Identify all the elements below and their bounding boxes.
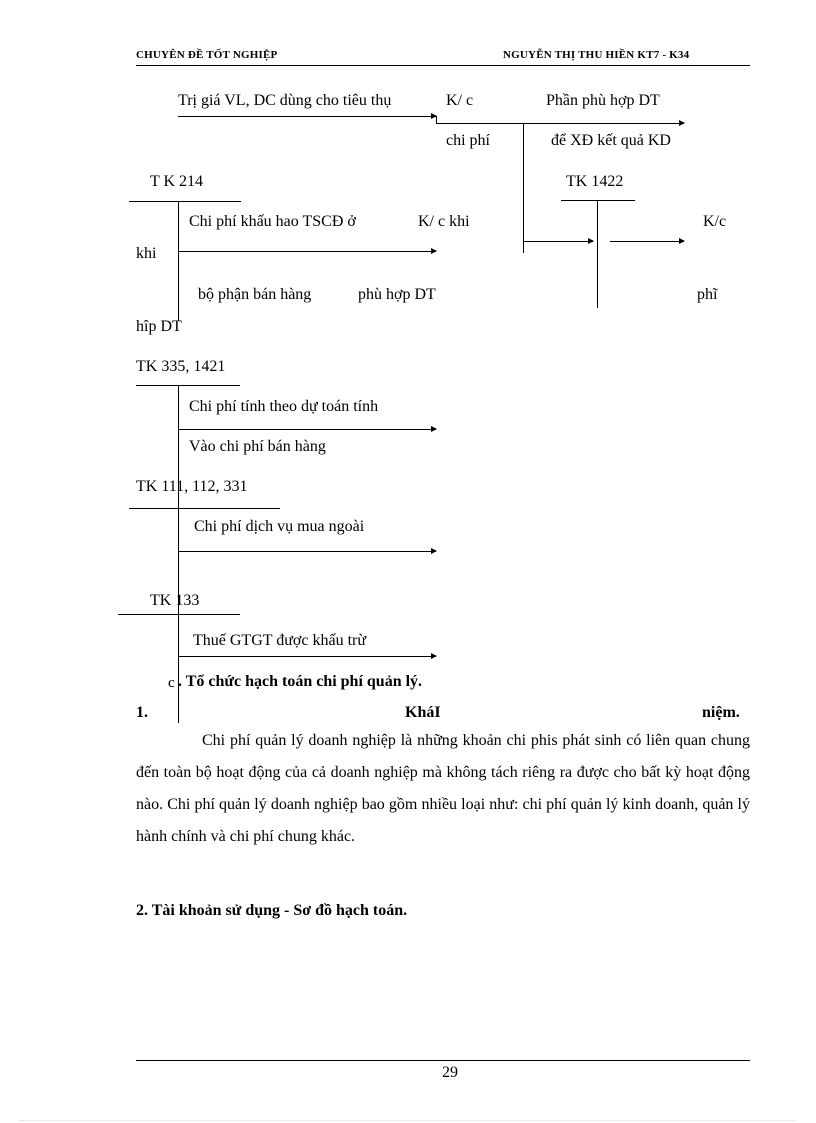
account-vertical-tk214 [178, 201, 179, 321]
arrow-outsourced [178, 551, 436, 552]
account-tk1422: TK 1422 [566, 173, 624, 190]
account-tk111: TK 111, 112, 331 [136, 478, 248, 495]
diagram-text-depreciation: Chi phí khấu hao TSCĐ ở [189, 213, 356, 230]
arrow-estimate [178, 429, 436, 430]
concept-paragraph: Chi phí quản lý doanh nghiệp là những khoản chi phis phát sinh có liên quan chung đến toàn bộ hoạt động của cả doanh nghiệp mà không tách riêng ra được cho bất kỳ hoạt động nào. Chi phí quản lý doanh nghiệp bao gồm nhiều loại như: chi phí quản lý kinh doanh, quản lý hành chính và chi phí chung khác. [136, 732, 750, 845]
header-left: CHUYÊN ĐỀ TỐT NGHIỆP [136, 49, 278, 61]
heading-1-number: 1. [136, 704, 148, 721]
account-rule-tk1422 [561, 200, 635, 201]
diagram-text-cost: chi phí [446, 132, 490, 149]
heading-1-word2: niệm. [702, 704, 740, 721]
arrow-from-tk1422 [610, 241, 684, 242]
header-right: NGUYỄN THỊ THU HIỀN KT7 - K34 [503, 49, 690, 61]
connector-step [436, 116, 437, 124]
diagram-text-hop-dt: hîp DT [136, 318, 182, 335]
footer-rule [136, 1060, 750, 1061]
diagram-text-match-revenue: phù hợp DT [358, 286, 436, 303]
account-rule-tk214 [129, 201, 241, 202]
account-vertical-tk1422 [597, 200, 598, 308]
page-number: 29 [442, 1064, 458, 1081]
arrow-depreciation [178, 251, 436, 252]
diagram-text-kc-when: K/ c khi [418, 213, 470, 230]
account-rule-tk335 [136, 385, 240, 386]
diagram-vertical-kc [523, 123, 524, 253]
section-c-title: . Tổ chức hạch toán chi phí quản lý. [178, 673, 423, 690]
diagram-text-revenue-share: Phần phù hợp DT [546, 92, 660, 109]
diagram-text-vat: Thuế GTGT được khấu trừ [193, 632, 367, 649]
diagram-text-sales-dept: bộ phận bán hàng [198, 286, 312, 303]
account-tk335: TK 335, 1421 [136, 358, 226, 375]
diagram-text-outsourced: Chi phí dịch vụ mua ngoài [194, 518, 365, 535]
diagram-text-phi: phĩ [697, 286, 718, 303]
arrow-materials [178, 116, 436, 117]
section-c-prefix: c [168, 675, 175, 691]
account-rule-tk111 [129, 508, 280, 509]
diagram-text-when: khi [136, 245, 157, 262]
arrow-vat [178, 656, 436, 657]
diagram-text-kc: K/ c [446, 92, 474, 109]
heading-2: 2. Tài khoản sử dụng - Sơ đồ hạch toán. [136, 902, 408, 919]
diagram-text-result: để XĐ kết quả KD [551, 132, 671, 149]
page-bottom-divider [20, 1120, 796, 1121]
diagram-text-into-sales-cost: Vào chi phí bán hàng [189, 438, 326, 455]
arrow-to-tk1422 [523, 241, 593, 242]
diagram-text-materials: Trị giá VL, DC dùng cho tiêu thụ [178, 92, 392, 109]
account-tk214: T K 214 [150, 173, 204, 190]
diagram-text-estimate: Chi phí tính theo dự toán tính [189, 398, 379, 415]
header-rule [136, 65, 750, 66]
account-rule-tk133 [118, 614, 240, 615]
arrow-kc-revenue [436, 123, 684, 124]
diagram-text-kc-right: K/c [703, 213, 727, 230]
heading-1-word1: KháI [405, 704, 441, 721]
account-tk133: TK 133 [150, 592, 200, 609]
